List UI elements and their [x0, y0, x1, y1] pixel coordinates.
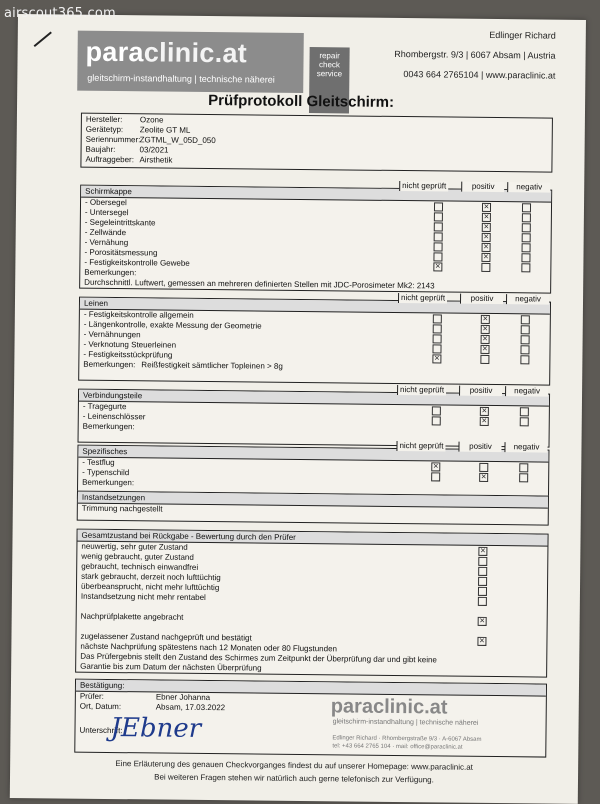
col-nicht-geprueft: nicht geprüft	[396, 441, 445, 452]
remarks-label: Bemerkungen:	[82, 421, 135, 432]
check-item-label: - Festigkeitskontrolle Gewebe	[84, 257, 190, 268]
device-info-box	[80, 113, 553, 173]
condition-label: stark gebraucht, derzeit noch lufttüchtig	[81, 571, 221, 583]
ort-datum-label: Ort, Datum:	[79, 701, 122, 712]
condition-label: Nachprüfplakette angebracht	[80, 611, 184, 622]
checkbox[interactable]	[431, 472, 440, 481]
section-title-text: Spezifisches	[82, 446, 128, 457]
checkbox[interactable]	[522, 213, 531, 222]
gesamtzustand-footer-1: Das Prüfergebnis stellt den Zustand des Schirmes zum Zeitpunkt der Überprüfung dar und gibt keine	[80, 651, 437, 665]
checkbox[interactable]: ✕	[481, 407, 488, 415]
pruefer-value: Ebner Johanna	[155, 692, 211, 703]
checkbox[interactable]	[521, 263, 530, 272]
remarks-label: Bemerkungen:	[84, 267, 137, 278]
stamp-subtitle: gleitschirm-instandhaltung | technische näherei	[332, 718, 479, 727]
checkbox[interactable]	[520, 407, 529, 416]
section-title-text: Verbindungsteile	[82, 390, 143, 401]
col-positiv: positiv	[459, 386, 502, 396]
checkbox[interactable]: ✕	[482, 325, 489, 333]
pruefer-label: Prüfer:	[79, 691, 104, 701]
checkbox[interactable]	[478, 587, 487, 596]
bestaetigung-title: Bestätigung:	[76, 680, 546, 697]
col-positiv: positiv	[458, 442, 501, 452]
gesamtzustand-footer-2: Garantie bis zum Datum der nächsten Überprüfung	[80, 661, 262, 673]
checkbox[interactable]	[520, 345, 529, 354]
info-value: Airsthetik	[139, 155, 173, 165]
col-negativ: negativ	[507, 182, 550, 192]
checkbox[interactable]: ✕	[480, 473, 487, 481]
col-positiv: positiv	[461, 182, 504, 192]
instandsetzungen-title: Instandsetzungen	[78, 492, 548, 509]
logo-side-check: check	[318, 60, 340, 70]
checkbox[interactable]	[433, 252, 442, 261]
checkbox[interactable]	[522, 243, 531, 252]
checkbox[interactable]: ✕	[482, 315, 489, 323]
footer-line-2: Bei weiteren Fragen stehen wir natürlich auch gerne telefonisch zur Verfügung.	[154, 772, 434, 785]
info-label: Auftraggeber:	[85, 154, 135, 165]
company-name: Edlinger Richard	[489, 29, 556, 41]
info-label: Seriennummer:	[85, 134, 141, 145]
logo-subtitle: gleitschirm-instandhaltung | technische näherei	[87, 72, 275, 85]
checkbox[interactable]	[521, 335, 530, 344]
remarks-label: Bemerkungen:	[83, 359, 136, 370]
check-item-label: - Zellwände	[84, 227, 127, 238]
logo-side-repair: repair	[319, 51, 340, 61]
stamp-address-line-1: Edlinger Richard · Rhombergstraße 9/3 · A-6067 Absam	[332, 735, 482, 743]
logo-side-service: service	[316, 69, 343, 79]
col-negativ: negativ	[505, 386, 548, 396]
page-footer	[10, 756, 578, 788]
checkbox[interactable]	[433, 334, 442, 343]
col-positiv: positiv	[460, 294, 503, 304]
condition-label: gebraucht, technisch einwandfrei	[81, 561, 199, 572]
instandsetzungen-text: Trimmung nachgestellt	[81, 503, 163, 514]
checkbox[interactable]: ✕	[482, 335, 489, 343]
checkbox[interactable]	[519, 463, 528, 472]
check-item-label: - Untersegel	[84, 207, 129, 218]
checkbox[interactable]: ✕	[481, 417, 488, 425]
checkbox[interactable]: ✕	[482, 345, 488, 353]
check-item-label: - Vernähung	[84, 237, 129, 248]
check-item-label: - Vernähnungen	[83, 329, 141, 340]
company-address	[394, 24, 556, 86]
check-item-label: - Tragegurte	[82, 401, 127, 412]
checkbox[interactable]	[433, 314, 442, 323]
gesamtzustand-box	[75, 529, 548, 678]
checkbox[interactable]	[434, 232, 443, 241]
checkbox[interactable]: ✕	[479, 547, 486, 555]
watermark: airscout365.com	[4, 6, 116, 21]
checkbox[interactable]	[521, 325, 530, 334]
remarks-label: Bemerkungen:	[82, 477, 135, 488]
section-leinen	[78, 293, 551, 386]
gesamtzustand-title: Gesamtzustand bei Rückgabe - Bewertung durch den Prüfer	[77, 530, 547, 547]
col-nicht-geprueft: nicht geprüft	[397, 385, 446, 396]
paraclinic-logo	[77, 31, 343, 93]
checkbox[interactable]	[479, 463, 488, 472]
info-value: Zeolite GT ML	[139, 125, 191, 135]
condition-label: Instandsetzung nicht mehr rentabel	[80, 591, 206, 602]
remarks-line-2: Durchschnittl. Luftwert, gemessen an mehreren definierten Stellen mit JDC-Porosimeter Mk2: 2143	[84, 277, 435, 291]
checkbox[interactable]: ✕	[483, 213, 490, 221]
checkbox[interactable]	[519, 473, 528, 482]
instandsetzungen-box	[77, 491, 549, 526]
footer-line-1: Eine Erläuterung des genauen Checkvorganges findest du auf unserer Homepage: www.paraclinic.at	[115, 759, 473, 772]
col-nicht-geprueft: nicht geprüft	[398, 293, 447, 304]
stamp-logo: paraclinic.at	[330, 695, 448, 719]
condition-label: zugelassener Zustand nachgeprüft und bestätigt	[80, 631, 252, 643]
unterschrift-label: Unterschrift:	[79, 725, 123, 736]
checkbox[interactable]	[478, 557, 487, 566]
checkbox[interactable]	[521, 315, 530, 324]
info-value: Ozone	[139, 115, 164, 125]
check-item-label: - Typenschild	[82, 467, 130, 478]
document-title: Prüfprotokoll Gleitschirm:	[208, 91, 395, 111]
checkbox[interactable]: ✕	[478, 637, 485, 645]
signature: JEbner	[110, 713, 202, 744]
logo-text-a: para	[85, 36, 144, 68]
checkbox[interactable]: ✕	[483, 223, 490, 231]
check-item-label: - Leinenschlösser	[82, 411, 146, 422]
checkbox[interactable]	[434, 212, 443, 221]
check-item-label: - Porositätsmessung	[84, 247, 158, 258]
checkbox[interactable]: ✕	[483, 203, 490, 211]
checkbox[interactable]: ✕	[479, 617, 486, 625]
check-item-label: - Festigkeitskontrolle allgemein	[83, 309, 194, 320]
checkbox[interactable]	[434, 222, 443, 231]
checkbox[interactable]	[478, 567, 487, 576]
checkbox[interactable]: ✕	[483, 243, 490, 251]
check-item-label: - Segeleintrittskante	[84, 217, 156, 228]
check-item-label: - Obersegel	[84, 197, 127, 208]
protocol-sheet	[10, 14, 586, 804]
checkbox[interactable]	[434, 202, 443, 211]
col-negativ: negativ	[504, 442, 547, 452]
check-item-label: - Längenkontrolle, exakte Messung der Geometrie	[83, 319, 262, 331]
section-schirmkappe	[79, 181, 552, 294]
section-title-text: Leinen	[83, 298, 109, 308]
stamp-address-line-2: tel: +43 664 2765 104 · mail: office@paraclinic.at	[332, 743, 463, 751]
checkbox[interactable]	[520, 417, 529, 426]
checkbox[interactable]: ✕	[434, 263, 441, 271]
check-item-label: - Festigkeitsstückprüfung	[83, 349, 173, 360]
pen-mark	[34, 32, 52, 48]
ort-datum-value: Absam, 17.03.2022	[155, 702, 226, 713]
logo-text-b: clinic.at	[143, 37, 248, 69]
checkbox[interactable]	[432, 416, 441, 425]
check-item-label: - Verknotung Steuerleinen	[83, 339, 177, 350]
company-contact: 0043 664 2765104 | www.paraclinic.at	[403, 69, 556, 81]
check-item-label: - Testflug	[82, 457, 115, 468]
checkbox[interactable]	[478, 577, 487, 586]
condition-label: neuwertig, sehr guter Zustand	[81, 541, 188, 552]
checkbox[interactable]	[434, 242, 443, 251]
info-label: Baujahr:	[85, 144, 116, 155]
checkbox[interactable]	[432, 406, 441, 415]
company-street: Rhombergstr. 9/3 | 6067 Absam | Austria	[394, 48, 556, 61]
checkbox[interactable]	[520, 355, 529, 364]
condition-label: nächste Nachprüfung spätestens nach 12 Monaten oder 80 Flugstunden	[80, 641, 338, 654]
checkbox[interactable]: ✕	[483, 253, 489, 261]
checkbox[interactable]	[478, 597, 487, 606]
info-value: ZGTML_W_05D_050	[139, 135, 216, 146]
checkbox[interactable]	[433, 324, 442, 333]
checkbox[interactable]	[432, 344, 441, 353]
remarks-text: Reißfestigkeit sämtlicher Topleinen > 8g	[141, 360, 283, 371]
info-label: Hersteller:	[85, 114, 123, 125]
section-title-text: Schirmkappe	[85, 186, 132, 197]
checkbox[interactable]	[481, 263, 490, 272]
checkbox[interactable]: ✕	[433, 355, 440, 363]
checkbox[interactable]: ✕	[432, 463, 439, 471]
condition-label: wenig gebraucht, guter Zustand	[81, 551, 194, 562]
info-value: 03/2021	[139, 145, 169, 155]
col-negativ: negativ	[506, 294, 549, 304]
condition-label: überbeansprucht, nicht mehr lufttüchtig	[80, 581, 220, 593]
col-nicht-geprueft: nicht geprüft	[399, 181, 448, 192]
stamp-address	[332, 734, 481, 752]
checkbox[interactable]	[522, 203, 531, 212]
checkbox[interactable]	[522, 223, 531, 232]
info-label: Gerätetyp:	[85, 124, 124, 135]
section-verbindungsteile	[78, 385, 551, 448]
checkbox[interactable]	[480, 355, 489, 364]
checkbox[interactable]	[522, 233, 531, 242]
checkbox[interactable]: ✕	[483, 233, 490, 241]
checkbox[interactable]	[521, 253, 530, 262]
